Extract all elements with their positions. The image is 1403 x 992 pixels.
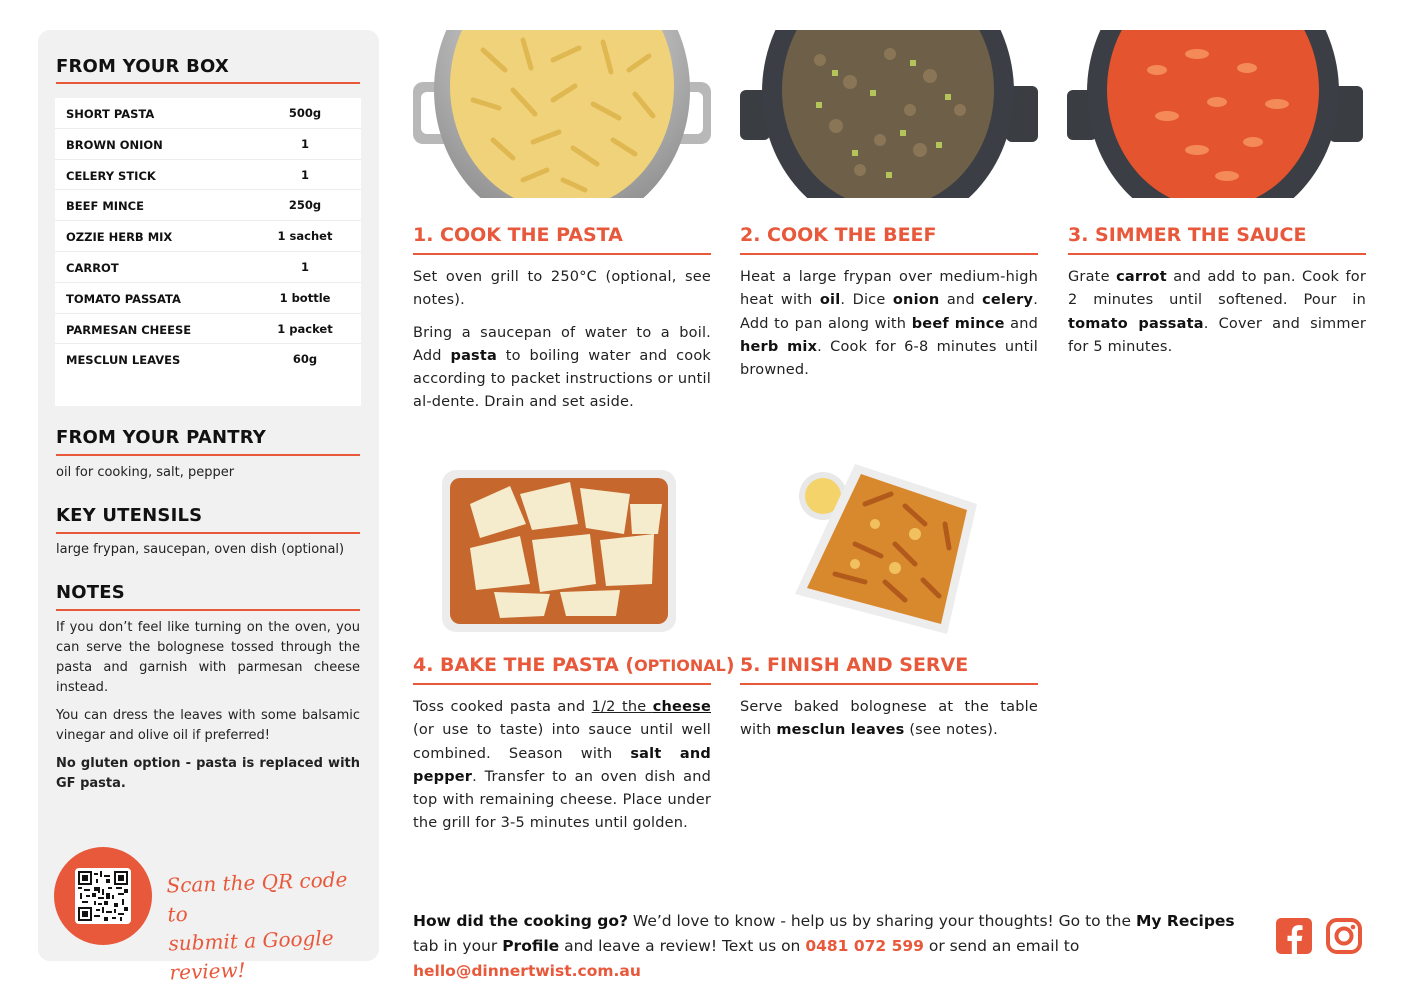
ingredient-name: BEEF MINCE xyxy=(66,199,144,214)
ingredient-highlight: herb mix xyxy=(740,338,818,355)
qr-caption-line: submit a Google review! xyxy=(168,925,334,985)
profile-label: Profile xyxy=(502,937,560,955)
step1-divider xyxy=(413,253,711,255)
step1-photo-pasta-pot xyxy=(413,30,711,198)
ingredients-sidebar xyxy=(38,30,379,985)
utensils-text: large frypan, saucepan, oven dish (optional) xyxy=(56,542,345,557)
step4-title-paren: ) xyxy=(725,654,735,676)
step3-photo-sauce-pan xyxy=(1067,30,1365,198)
step-text: and add to pan. Cook for 2 minutes until softened. Pour in xyxy=(1068,269,1367,309)
step-text: to boiling water and cook according to packet instructions or until al-dente. Drain and set aside. xyxy=(413,347,712,411)
ingredient-highlight: cheese xyxy=(652,699,711,715)
ingredient-row xyxy=(55,129,361,160)
ingredient-qty: 1 sachet xyxy=(277,229,333,244)
step1-title: 1. COOK THE PASTA xyxy=(413,224,623,246)
qr-code[interactable] xyxy=(75,868,131,924)
ingredient-qty: 1 packet xyxy=(277,321,333,336)
step2-divider xyxy=(740,253,1038,255)
ingredient-highlight: salt and pepper xyxy=(413,745,711,785)
step4-divider xyxy=(413,683,711,685)
ingredient-row xyxy=(55,252,361,283)
ingredient-name: PARMESAN CHEESE xyxy=(66,322,192,337)
step1-paragraph: Set oven grill to 250°C (optional, see notes). xyxy=(413,269,711,309)
step3-title: 3. SIMMER THE SAUCE xyxy=(1068,224,1307,246)
box-ingredients-table xyxy=(55,98,361,406)
ingredient-qty: 500g xyxy=(288,106,322,120)
step5-title: 5. FINISH AND SERVE xyxy=(740,654,969,676)
step3-paragraph xyxy=(1068,266,1366,359)
step-text: Bring a saucepan of water to a boil. Add xyxy=(413,324,711,364)
step5-body xyxy=(740,696,1038,752)
step-text: . Add to pan along with xyxy=(740,292,1038,332)
step-text: Toss cooked pasta and xyxy=(413,699,592,715)
step4-photo-pasta-bake xyxy=(440,464,698,636)
step2-body xyxy=(740,266,1038,391)
qr-caption xyxy=(166,865,370,988)
ingredient-qty: 250g xyxy=(288,198,322,213)
step3-body xyxy=(1068,266,1366,368)
ingredient-name: MESCLUN LEAVES xyxy=(66,353,181,368)
step1-paragraph xyxy=(413,322,711,415)
email-link[interactable]: hello@dinnertwist.com.au xyxy=(413,962,641,980)
notes-block xyxy=(56,618,360,802)
sauce-pan-graphic xyxy=(1067,30,1365,198)
qr-code-graphic xyxy=(78,871,128,921)
ingredient-name: TOMATO PASSATA xyxy=(66,291,181,306)
ingredient-name: OZZIE HERB MIX xyxy=(66,230,173,245)
step5-paragraph xyxy=(740,696,1038,743)
step-text: Heat a large frypan over medium-high heat with xyxy=(740,269,1038,309)
step-text: . Cook for 6-8 minutes until browned. xyxy=(740,338,1038,379)
ingredient-name: CARROT xyxy=(66,260,119,275)
step4-title-optional: OPTIONAL xyxy=(634,656,726,675)
step-text: Grate xyxy=(1068,269,1117,285)
qr-caption-line: Scan the QR code to xyxy=(166,867,348,927)
notes-section-title: NOTES xyxy=(56,582,125,603)
step3-divider xyxy=(1068,253,1366,255)
step5-divider xyxy=(740,683,1038,685)
step5-photo-baked-bolognese xyxy=(795,464,977,634)
step-text: (see notes). xyxy=(904,722,998,739)
footer-text: tab in your xyxy=(413,937,503,955)
phone-link[interactable]: 0481 072 599 xyxy=(805,937,924,955)
box-title-divider xyxy=(56,82,360,84)
ingredient-highlight: beef mince xyxy=(911,315,1005,332)
ingredient-row xyxy=(55,283,361,314)
ingredient-qty: 1 xyxy=(300,167,309,182)
utensils-section-title: KEY UTENSILS xyxy=(56,505,203,526)
feedback-footer xyxy=(413,909,1263,984)
footer-text: or send an email to xyxy=(923,937,1080,955)
ingredient-row xyxy=(55,221,361,252)
ingredient-highlight: oil xyxy=(819,292,841,309)
pasta-bake-graphic xyxy=(440,464,698,636)
ingredient-name: BROWN ONION xyxy=(66,137,163,152)
ingredient-highlight: pasta xyxy=(450,347,497,364)
ingredient-name: CELERY STICK xyxy=(66,168,156,183)
step-text: . Cover and simmer for 5 minutes. xyxy=(1068,315,1366,355)
step-text: Serve baked bolognese at the table with xyxy=(740,699,1038,739)
ingredient-highlight: tomato passata xyxy=(1068,315,1204,332)
pantry-title-divider xyxy=(56,454,360,456)
instagram-icon[interactable] xyxy=(1325,917,1363,955)
step-text: . Transfer to an oven dish and top with remaining cheese. Place under the grill for 3-5 minutes until golden. xyxy=(413,768,711,832)
step1-body xyxy=(413,266,711,424)
qr-badge[interactable] xyxy=(54,847,152,945)
ingredient-row xyxy=(55,190,361,221)
note-paragraph: If you don’t feel like turning on the oven, you can serve the bolognese tossed through the pasta and garnish with parmesan cheese instead. xyxy=(56,620,360,695)
step4-paragraph xyxy=(413,696,711,836)
step-text: . Dice xyxy=(840,292,893,309)
facebook-icon[interactable] xyxy=(1275,917,1313,955)
ingredient-row xyxy=(55,314,361,345)
ingredient-qty: 60g xyxy=(292,352,318,367)
pasta-pot-graphic xyxy=(413,30,711,198)
ingredient-name: SHORT PASTA xyxy=(66,107,155,121)
step4-title-paren: ( xyxy=(625,654,635,676)
step4-title xyxy=(413,654,735,676)
ingredient-highlight: celery xyxy=(982,292,1034,309)
step-text: and xyxy=(1004,315,1038,332)
ingredient-row xyxy=(55,344,361,375)
ingredient-qty: 1 xyxy=(300,259,309,274)
pantry-text: oil for cooking, salt, pepper xyxy=(56,465,235,480)
ingredient-qty: 1 xyxy=(300,136,309,151)
underlined-text: 1/2 the xyxy=(591,699,653,715)
step2-photo-beef-pan xyxy=(740,30,1038,198)
beef-pan-graphic xyxy=(740,30,1038,198)
notes-title-divider xyxy=(56,609,360,611)
feedback-question: How did the cooking go? xyxy=(413,912,628,930)
step4-title-main: 4. BAKE THE PASTA xyxy=(413,654,626,676)
step2-title: 2. COOK THE BEEF xyxy=(740,224,937,246)
footer-text: and leave a review! Text us on xyxy=(559,937,806,955)
ingredient-highlight: onion xyxy=(892,292,940,309)
my-recipes-label: My Recipes xyxy=(1135,912,1235,930)
ingredient-row xyxy=(55,160,361,191)
step2-paragraph xyxy=(740,266,1038,382)
step4-body xyxy=(413,696,711,845)
ingredient-highlight: carrot xyxy=(1116,269,1167,285)
note-gluten-free: No gluten option - pasta is replaced with GF pasta. xyxy=(56,756,360,791)
baked-bolognese-graphic xyxy=(795,464,977,634)
box-section-title: FROM YOUR BOX xyxy=(56,56,229,77)
utensils-title-divider xyxy=(56,532,360,534)
ingredient-row xyxy=(55,98,361,129)
step-text: (or use to taste) into sauce until well combined. Season with xyxy=(413,722,711,762)
note-paragraph: You can dress the leaves with some balsamic vinegar and olive oil if preferred! xyxy=(56,708,360,743)
step-text: and xyxy=(939,292,983,309)
pantry-section-title: FROM YOUR PANTRY xyxy=(56,427,266,448)
footer-text: We’d love to know - help us by sharing your thoughts! Go to the xyxy=(627,912,1136,930)
ingredient-qty: 1 bottle xyxy=(279,290,331,305)
ingredient-highlight: mesclun leaves xyxy=(776,722,905,739)
